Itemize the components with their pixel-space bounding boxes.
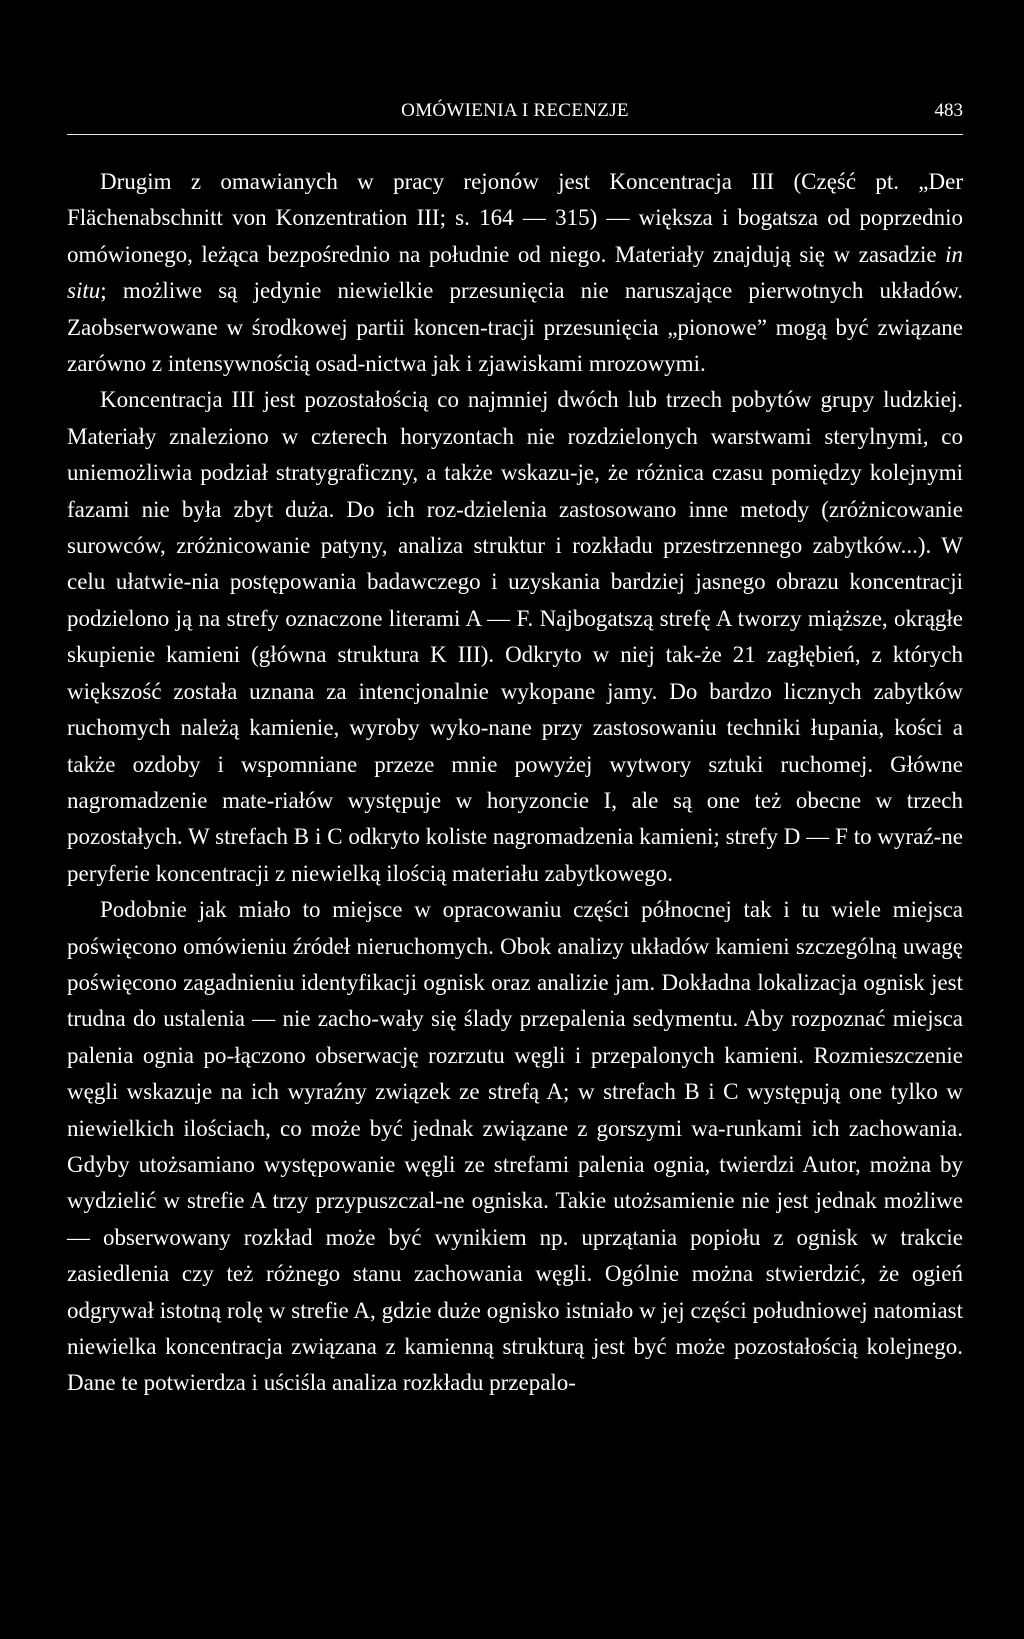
paragraph-text: ; możliwe są jedynie niewielkie przesunięcia nie naruszające pierwotnych układów. Zaobserwowane w środkowej partii koncen-tracji przesunięcia „pionowe” mogą być związane zarówno z intensywnością osad-nictwa jak i zjawiskami mrozowymi. (67, 278, 963, 377)
latin-term: in situ (67, 241, 963, 304)
body-text (67, 164, 963, 1402)
paragraph: Koncentracja III jest pozostałością co najmniej dwóch lub trzech pobytów grupy ludzkiej. Materiały znaleziono w czterech horyzontach nie rozdzielonych warstwami sterylnymi, co uniemożliwia podział stratygraficzny, a także wskazu-je, że różnica czasu pomiędzy kolejnymi fazami nie była zbyt duża. Do ich roz-dzielenia zastosowano inne metody (zróżnicowanie surowców, zróżnicowanie patyny, analiza struktur i rozkładu przestrzennego zabytków...). W celu ułatwie-nia postępowania badawczego i uzyskania bardziej jasnego obrazu koncentracji podzielono ją na strefy oznaczone literami A — F. Najbogatszą strefę A tworzy miąższe, okrągłe skupienie kamieni (główna struktura K III). Odkryto w niej tak-że 21 zagłębień, z których większość została uznana za intencjonalnie wykopane jamy. Do bardzo licznych zabytków ruchomych należą kamienie, wyroby wyko-nane przy zastosowaniu techniki łupania, kości a także ozdoby i wspomniane przeze mnie powyżej wytwory sztuki ruchomej. Główne nagromadzenie mate-riałów występuje w horyzoncie I, ale są one też obecne w trzech pozostałych. W strefach B i C odkryto koliste nagromadzenia kamieni; strefy D — F to wyraź-ne peryferie koncentracji z niewielką ilością materiału zabytkowego. (67, 387, 963, 886)
paragraph (67, 164, 963, 382)
running-head: OMÓWIENIA I RECENZJE (401, 100, 629, 121)
paragraph-text: Drugim z omawianych w pracy rejonów jest Koncentracja III (Część pt. „Der Flächenabschnitt von Konzentration III; s. 164 — 315) — większa i bogatsza od poprzednio omówionego, leżąca bezpośrednio na południe od niego. Materiały znajdują się w zasadzie (67, 169, 963, 267)
paragraph: Podobnie jak miało to miejsce w opracowaniu części północnej tak i tu wiele miejsca poświęcono omówieniu źródeł nieruchomych. Obok analizy układów kamieni szczególną uwagę poświęcono zagadnieniu identyfikacji ognisk oraz analizie jam. Dokładna lokalizacja ognisk jest trudna do ustalenia — nie zacho-wały się ślady przepalenia sedymentu. Aby rozpoznać miejsca palenia ognia po-łączono obserwację rozrzutu węgli i przepalonych kamieni. Rozmieszczenie węgli wskazuje na ich wyraźny związek ze strefą A; w strefach B i C występują one tylko w niewielkich ilościach, co może być jednak związane z gorszymi wa-runkami ich zachowania. Gdyby utożsamiano występowanie węgli ze strefami palenia ognia, twierdzi Autor, można by wydzielić w strefie A trzy przypuszczal-ne ogniska. Takie utożsamienie nie jest jednak możliwe — obserwowany rozkład może być wynikiem np. uprzątania popiołu z ognisk w trakcie zasiedlenia czy też różnego stanu zachowania węgli. Ogólnie można stwierdzić, że ogień odgrywał istotną rolę w strefie A, gdzie duże ognisko istniało w jej części południowej natomiast niewielka koncentracja związana z kamienną strukturą jest być może pozostałością kolejnego. Dane te potwierdza i uściśla analiza rozkładu przepalo- (67, 897, 963, 1396)
page-header (67, 100, 963, 135)
page-number: 483 (934, 100, 963, 121)
